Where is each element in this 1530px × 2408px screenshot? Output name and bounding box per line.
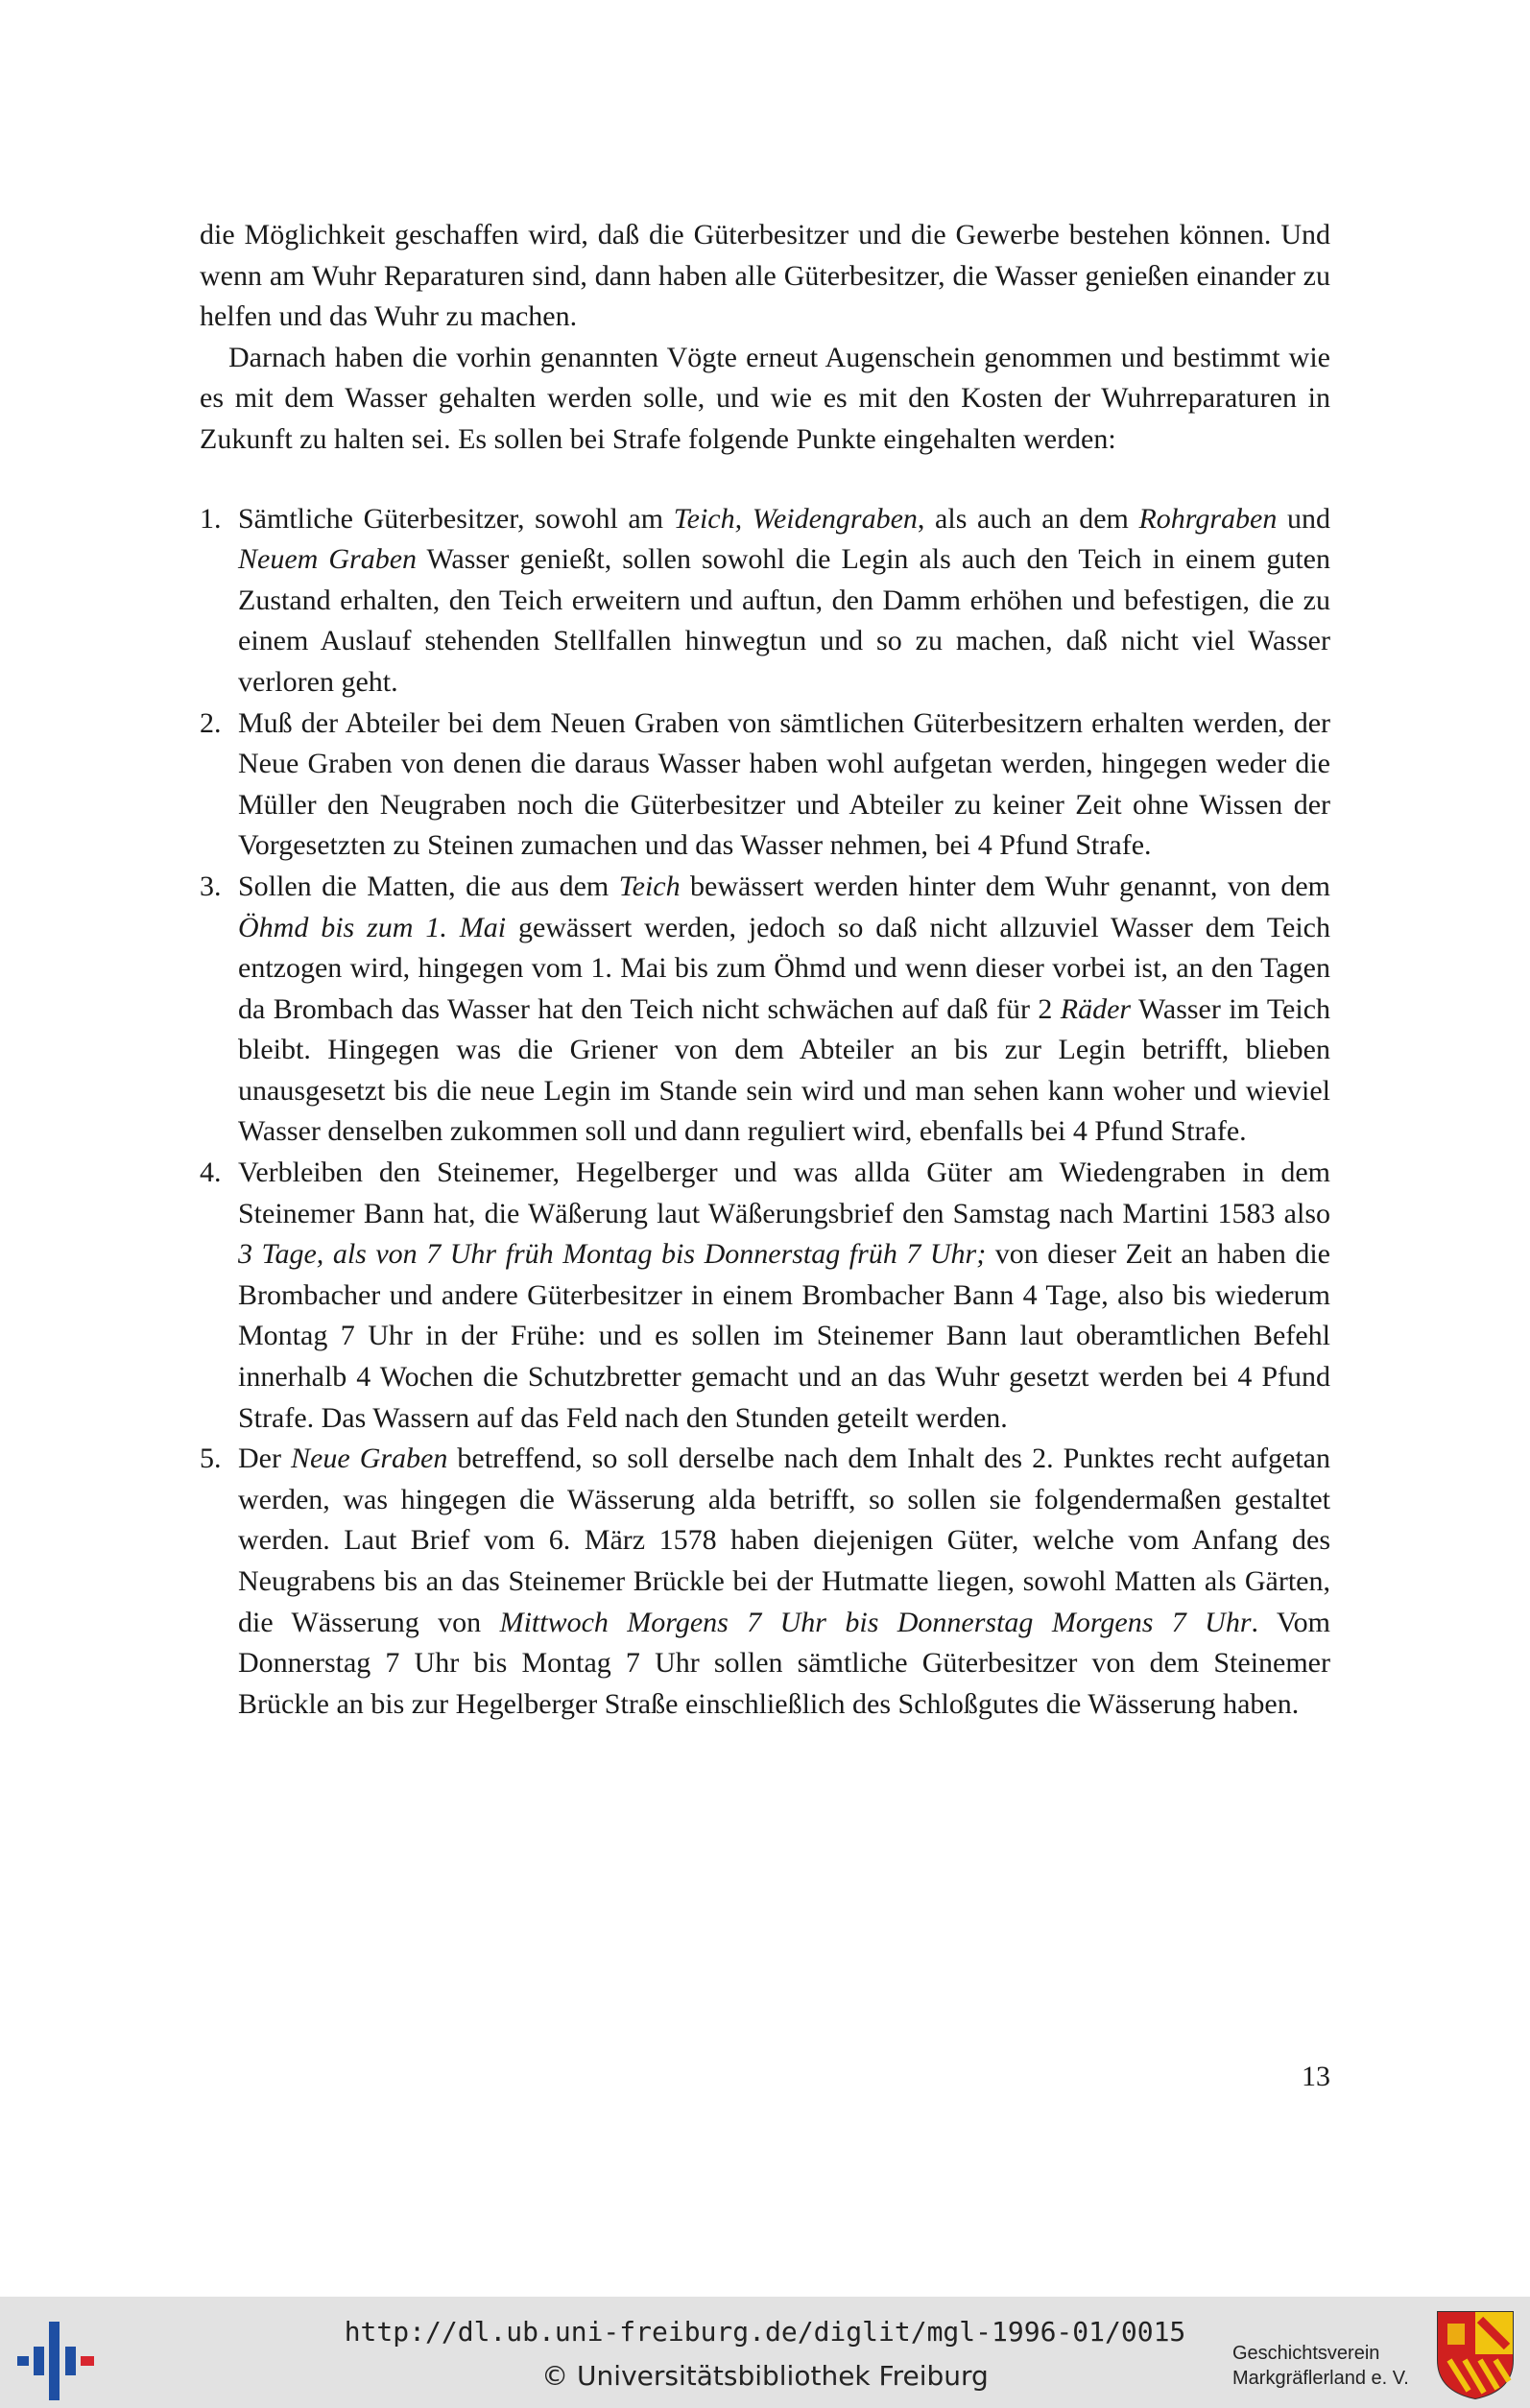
point-text: Sämtliche Güterbesitzer, sowohl am bbox=[238, 502, 674, 535]
point-text: bewässert werden hinter dem Wuhr genannt, von dem bbox=[680, 870, 1330, 902]
paragraph-spacer bbox=[200, 461, 1330, 499]
point-number: 3. bbox=[200, 870, 222, 902]
intro-paragraph: die Möglichkeit geschaffen wird, daß die Güterbesitzer und die Gewerbe bestehen können. Und wenn am Wuhr Reparaturen sind, dann haben alle Güterbesitzer, die Wasser genießen einander zu helfen und das Wuhr zu machen. bbox=[200, 219, 1330, 333]
point-text: von dieser Zeit an haben die Brombacher und andere Güterbesitzer in einem Brombacher Bann 4 Tage, also bis wiederum Montag 7 Uhr in der Frühe: und es sollen im Steinemer Bann laut oberamtlichen Befehl innerhalb 4 Wochen die Schutzbretter gemacht und an das Wuhr gesetzt werden bei 4 Pfund Strafe. Das Wassern auf das Feld nach den Stunden geteilt werden. bbox=[238, 1238, 1331, 1434]
italic-term: Öhmd bis zum 1. Mai bbox=[238, 911, 507, 943]
footer-url-link[interactable]: http://dl.ub.uni-freiburg.de/diglit/mgl-1996-01/0015 bbox=[344, 2316, 1186, 2348]
point-text: Der bbox=[238, 1442, 292, 1475]
footer-copyright: © Universitätsbibliothek Freiburg bbox=[541, 2360, 989, 2392]
point-item bbox=[200, 867, 1330, 1153]
point-text: betreffend, so soll derselbe nach dem Inhalt des 2. Punktes recht aufgetan werden, was hingegen die Wässerung alda betrifft, so sollen sie folgendermaßen gestaltet werden. Laut Brief vom 6. März 1578 haben diejenigen Güter, welche vom Anfang des Neugrabens bis an das Steinemer Brückle bei der Hutmatte liegen, sowohl Matten als Gärten, die Wässerung von bbox=[238, 1442, 1330, 1638]
point-text: gewässert werden, jedoch so daß nicht allzuviel Wasser dem Teich entzogen wird, hingegen vom 1. Mai bis zum Öhmd und wenn dieser vorbei ist, an den Tagen da Brombach das Wasser hat den Teich nicht schwächen auf daß für 2 bbox=[238, 911, 1330, 1025]
point-item bbox=[200, 1153, 1330, 1439]
italic-term: Mittwoch Morgens 7 Uhr bis Donnerstag Morgens 7 Uhr bbox=[499, 1606, 1252, 1638]
italic-term: Rohrgraben bbox=[1138, 502, 1278, 535]
page-number: 13 bbox=[1302, 2061, 1330, 2092]
coat-of-arms-icon bbox=[1436, 2310, 1515, 2400]
italic-term: Neuem Graben bbox=[238, 543, 418, 576]
point-number: 2. bbox=[200, 706, 222, 739]
point-item bbox=[200, 1439, 1330, 1725]
italic-term: Räder bbox=[1060, 992, 1132, 1025]
society-name-line: Markgräflerland e. V. bbox=[1232, 2368, 1409, 2389]
italic-term: Teich bbox=[618, 870, 681, 902]
point-text: Muß der Abteiler bei dem Neuen Graben von sämtlichen Güterbesitzern erhalten werden, der Neue Graben von denen die daraus Wasser haben wohl aufgetan werden, hingegen weder die Müller den Neugraben noch die Güterbesitzer und Abteiler zu keiner Zeit ohne Wissen der Vorgesetzten zu Steinen zumachen und das Wasser nehmen, bei 4 Pfund Strafe. bbox=[238, 706, 1330, 862]
point-text: und bbox=[1277, 502, 1331, 535]
point-text: , als auch an dem bbox=[917, 502, 1139, 535]
intro-paragraph: Darnach haben die vorhin genannten Vögte erneut Augenschein genommen und bestimmt wie es mit dem Wasser gehalten werden solle, und wie es mit den Kosten der Wuhrreparaturen in Zukunft zu halten sei. Es sollen bei Strafe folgende Punkte eingehalten werden: bbox=[200, 341, 1330, 455]
italic-term: Teich, Weidengraben bbox=[673, 502, 918, 535]
point-text: Sollen die Matten, die aus dem bbox=[238, 870, 619, 902]
italic-term: Neue Graben bbox=[291, 1442, 448, 1475]
point-item bbox=[200, 499, 1330, 703]
point-text: Verbleiben den Steinemer, Hegelberger und was allda Güter am Wiedengraben in dem Steinemer Bann hat, die Wäßerung laut Wäßerungsbrief den Samstag nach Martini 1583 also bbox=[238, 1156, 1330, 1229]
society-name bbox=[1232, 2341, 1409, 2391]
point-text: Wasser genießt, sollen sowohl die Legin als auch den Teich in einem guten Zustand erhalten, den Teich erweitern und auftun, den Damm erhöhen und befestigen, die zu einem Auslauf stehenden Stellfallen hinwegtun und so zu machen, daß nicht viel Wasser verloren geht. bbox=[238, 543, 1330, 698]
point-number: 5. bbox=[200, 1442, 222, 1475]
footer-bar bbox=[0, 2297, 1530, 2408]
italic-term: 3 Tage, als von 7 Uhr früh Montag bis Donnerstag früh 7 Uhr; bbox=[238, 1238, 987, 1271]
society-name-line: Geschichtsverein bbox=[1232, 2343, 1380, 2364]
points-list bbox=[200, 499, 1330, 1726]
point-text: . Vom Donnerstag 7 Uhr bis Montag 7 Uhr sollen sämtliche Güterbesitzer von dem Steinemer Brückle an bis zur Hegelberger Straße einschließlich des Schloßgutes die Wässerung haben. bbox=[238, 1606, 1330, 1720]
page-body bbox=[200, 215, 1330, 1725]
point-text: Wasser im Teich bleibt. Hingegen was die Griener von dem Abteiler an bis zur Legin betrifft, blieben unausgesetzt bis die neue Legin im Stande sein wird und man sehen kann woher und wieviel Wasser denselben zukommen soll und dann reguliert wird, ebenfalls bei 4 Pfund Strafe. bbox=[238, 992, 1331, 1148]
point-number: 1. bbox=[200, 502, 222, 535]
point-number: 4. bbox=[200, 1156, 222, 1189]
point-item bbox=[200, 703, 1330, 867]
